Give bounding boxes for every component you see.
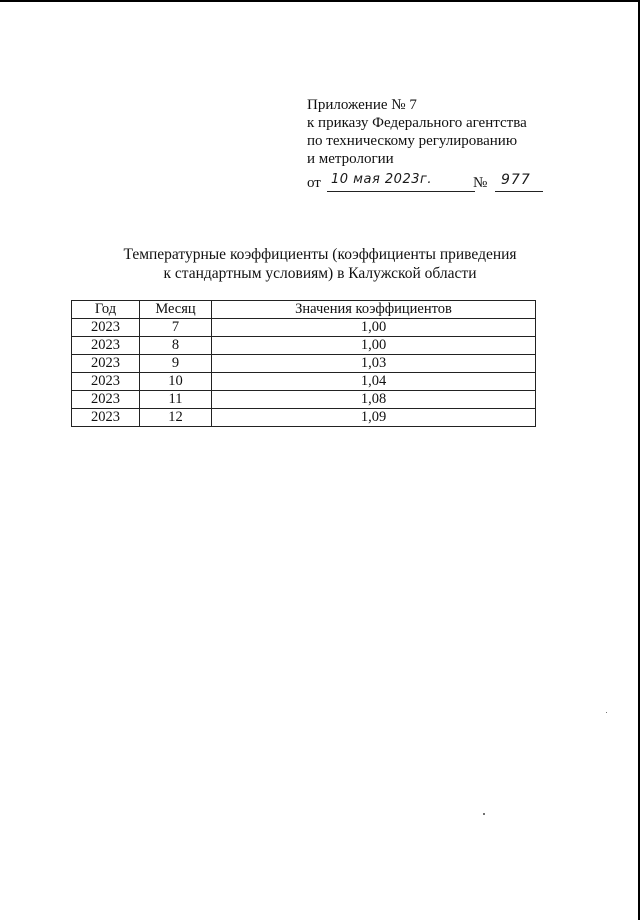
table-header-row	[72, 301, 536, 319]
appendix-line: Приложение № 7	[307, 97, 417, 113]
table-row	[72, 373, 536, 391]
appendix-line: и метрологии	[307, 151, 394, 167]
scan-speck	[606, 712, 607, 713]
header-coefficient: Значения коэффициентов	[212, 301, 536, 319]
table-row	[72, 337, 536, 355]
appendix-line: по техническому регулированию	[307, 133, 518, 149]
cell-coefficient: 1,04	[212, 373, 536, 391]
cell-month: 11	[140, 391, 212, 409]
cell-month: 8	[140, 337, 212, 355]
document-title	[0, 245, 640, 283]
cell-coefficient: 1,00	[212, 337, 536, 355]
table-row	[72, 409, 536, 427]
number-label: №	[473, 175, 488, 191]
cell-month: 7	[140, 319, 212, 337]
appendix-header	[307, 96, 527, 168]
cell-coefficient: 1,03	[212, 355, 536, 373]
table-row	[72, 355, 536, 373]
header-year: Год	[72, 301, 140, 319]
cell-year: 2023	[72, 355, 140, 373]
handwritten-date: 10 мая 2023г.	[331, 172, 432, 187]
title-line: Температурные коэффициенты (коэффициенты приведения	[123, 246, 517, 263]
cell-year: 2023	[72, 337, 140, 355]
appendix-line: к приказу Федерального агентства	[307, 115, 527, 131]
header-month: Месяц	[140, 301, 212, 319]
cell-coefficient: 1,00	[212, 319, 536, 337]
cell-year: 2023	[72, 409, 140, 427]
cell-coefficient: 1,08	[212, 391, 536, 409]
cell-year: 2023	[72, 391, 140, 409]
table-row	[72, 319, 536, 337]
cell-coefficient: 1,09	[212, 409, 536, 427]
cell-month: 9	[140, 355, 212, 373]
cell-month: 10	[140, 373, 212, 391]
from-label: от	[307, 175, 321, 191]
table-row	[72, 391, 536, 409]
date-field	[327, 172, 475, 192]
cell-year: 2023	[72, 373, 140, 391]
scan-border-top	[0, 0, 640, 2]
title-line: к стандартным условиям) в Калужской области	[163, 265, 477, 282]
scan-speck	[483, 813, 485, 815]
cell-year: 2023	[72, 319, 140, 337]
cell-month: 12	[140, 409, 212, 427]
handwritten-number: 977	[501, 172, 531, 188]
coefficients-table	[71, 300, 536, 427]
number-field	[495, 172, 543, 192]
